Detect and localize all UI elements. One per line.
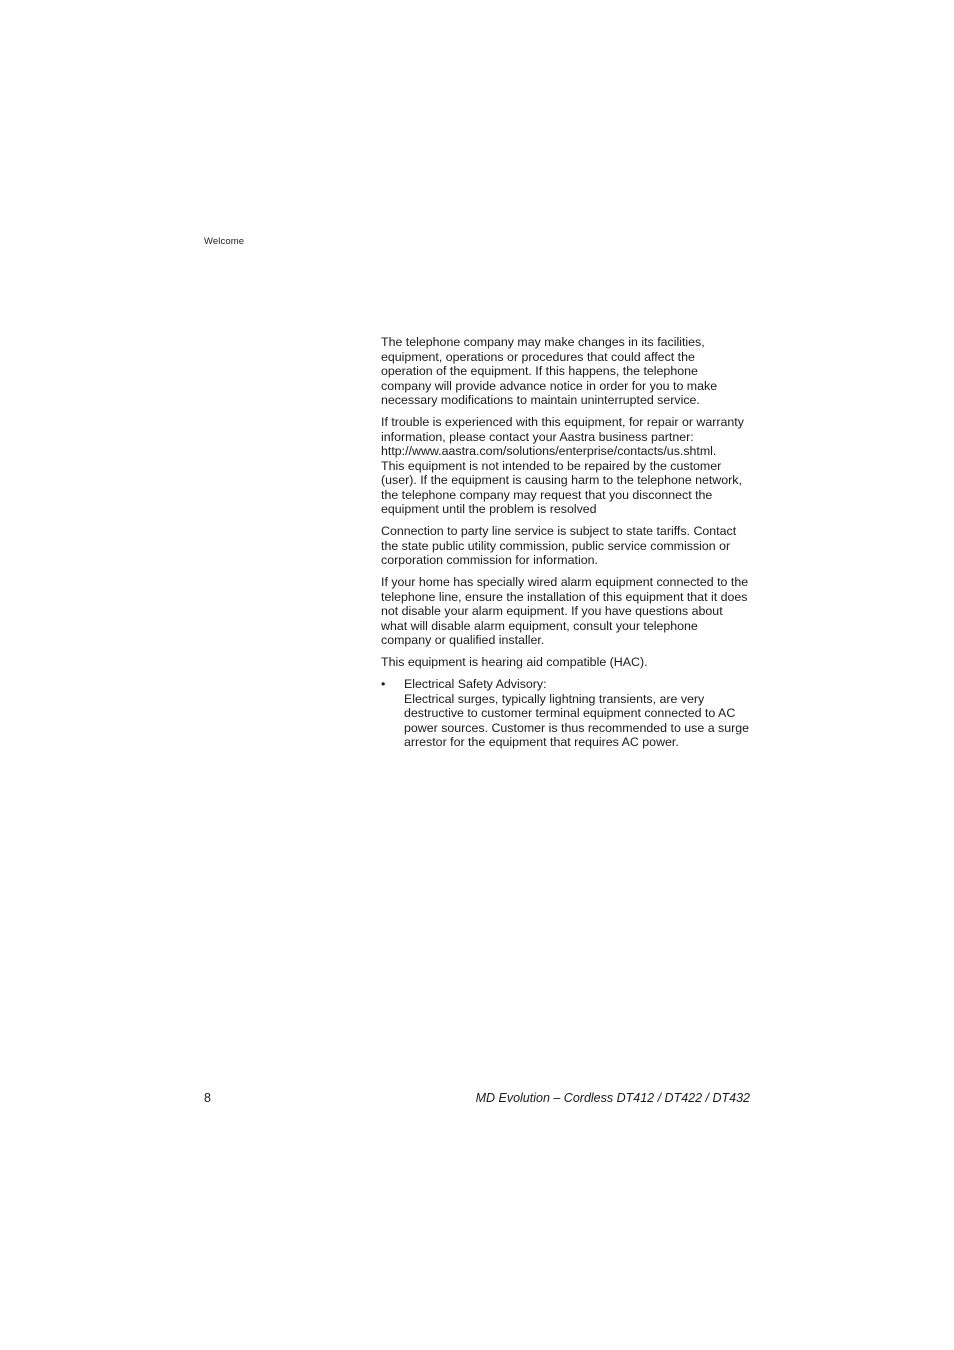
paragraph-alarm-equipment: If your home has specially wired alarm equipment connected to the telephone line, ensure the installation of this equipment that it does not disable your alarm equipment. If you have questions about what will disable alarm equipment, consult your telephone company or qualified installer. xyxy=(381,575,749,647)
body-text-column xyxy=(381,335,753,750)
bullet-text-electrical-safety: Electrical Safety Advisory: Electrical surges, typically lightning transients, are very destructive to customer terminal equipment connected to AC power sources. Customer is thus recommended to use a surge arrestor for the equipment that requires AC power. xyxy=(404,677,750,749)
paragraph-hearing-aid-compatible: This equipment is hearing aid compatible (HAC). xyxy=(381,655,648,669)
paragraph-telephone-company-changes: The telephone company may make changes in its facilities, equipment, operations or procedures that could affect the operation of the equipment. If this happens, the telephone company will provide advance notice in order for you to make necessary modifications to maintain uninterrupted service. xyxy=(381,335,718,407)
page-number: 8 xyxy=(204,1091,211,1105)
bullet-electrical-safety xyxy=(381,677,753,750)
bullet-icon: • xyxy=(381,677,386,691)
paragraph-party-line-service: Connection to party line service is subject to state tariffs. Contact the state public utility commission, public service commission or corporation commission for information. xyxy=(381,524,737,567)
paragraph-trouble-repair-warranty: If trouble is experienced with this equipment, for repair or warranty information, please contact your Aastra business partner: http://www.aastra.com/solutions/enterprise/contacts/us.shtml. This equipment is not intended to be repaired by the customer (user). If the equipment is causing harm to the telephone network, the telephone company may request that you disconnect the equipment until the problem is resolved xyxy=(381,415,744,516)
running-header: Welcome xyxy=(204,236,245,247)
document-title: MD Evolution – Cordless DT412 / DT422 / DT432 xyxy=(475,1091,750,1105)
